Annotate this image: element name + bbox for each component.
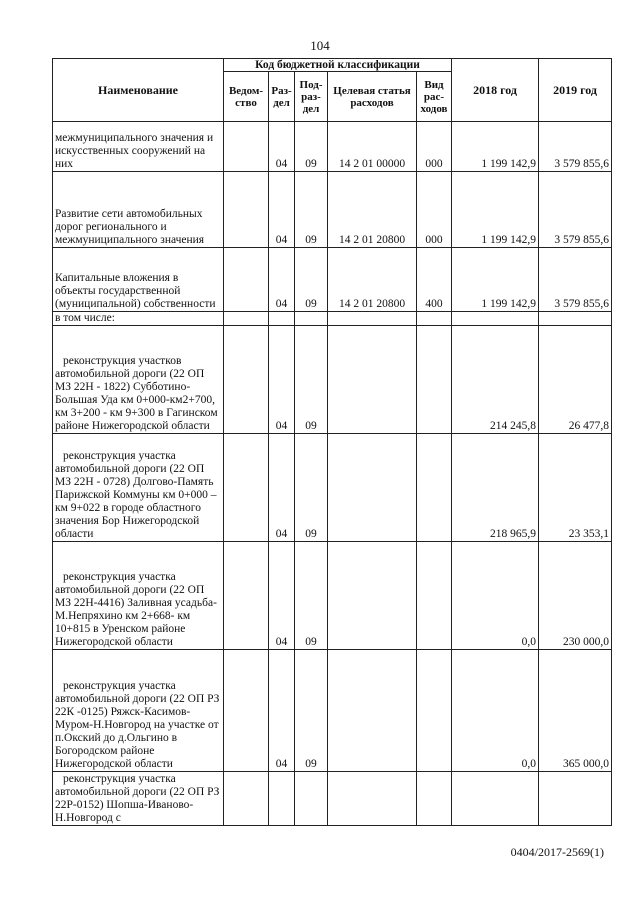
row-name: реконструкция участка автомобильной дороги (22 ОП МЗ 22Н-4416) Заливная усадьба-М.Непряхино км 2+668- км 10+815 в Уренском районе Нижегородской области bbox=[53, 542, 224, 650]
row-razdel: 04 bbox=[269, 542, 295, 650]
table-row bbox=[53, 434, 612, 542]
row-2019: 3 579 855,6 bbox=[539, 248, 612, 312]
row-vid: 000 bbox=[417, 172, 452, 248]
row-podrazdel: 09 bbox=[295, 434, 328, 542]
row-2018: 0,0 bbox=[452, 542, 539, 650]
row-vid: 400 bbox=[417, 248, 452, 312]
row-2019: 26 477,8 bbox=[539, 326, 612, 434]
row-ved bbox=[224, 542, 269, 650]
table-row bbox=[53, 248, 612, 312]
row-podrazdel bbox=[295, 772, 328, 826]
row-name: в том числе: bbox=[53, 312, 224, 326]
row-target: 14 2 01 00000 bbox=[328, 122, 417, 172]
row-name: Капитальные вложения в объекты государственной (муниципальной) собственности bbox=[53, 248, 224, 312]
table-body bbox=[53, 122, 612, 826]
row-podrazdel: 09 bbox=[295, 122, 328, 172]
page-number: 104 bbox=[310, 38, 330, 53]
row-2018: 1 199 142,9 bbox=[452, 122, 539, 172]
row-ved bbox=[224, 172, 269, 248]
row-2018: 218 965,9 bbox=[452, 434, 539, 542]
row-2018: 214 245,8 bbox=[452, 326, 539, 434]
row-name: реконструкция участков автомобильной дороги (22 ОП МЗ 22Н - 1822) Субботино-Большая Уда км 0+000-км2+700, км 3+200 - км 9+300 в Гагинском районе Нижегородской области bbox=[53, 326, 224, 434]
row-vid bbox=[417, 326, 452, 434]
row-2018 bbox=[452, 312, 539, 326]
row-vid bbox=[417, 312, 452, 326]
row-vid bbox=[417, 434, 452, 542]
row-2019: 230 000,0 bbox=[539, 542, 612, 650]
header-vid: Вид рас-ходов bbox=[417, 72, 452, 122]
row-ved bbox=[224, 650, 269, 772]
row-target bbox=[328, 434, 417, 542]
row-target: 14 2 01 20800 bbox=[328, 172, 417, 248]
row-razdel: 04 bbox=[269, 650, 295, 772]
row-vid: 000 bbox=[417, 122, 452, 172]
header-code-group: Код бюджетной классификации bbox=[224, 59, 452, 72]
row-name: реконструкция участка автомобильной дороги (22 ОП РЗ 22Р-0152) Шопша-Иваново-Н.Новгород с bbox=[53, 772, 224, 826]
document-code: 0404/2017-2569(1) bbox=[510, 845, 604, 859]
row-name: реконструкция участка автомобильной дороги (22 ОП РЗ 22К -0125) Ряжск-Касимов-Муром-Н.Новгород на участке от п.Окский до д.Ольгино в Богородском районе Нижегородской области bbox=[53, 650, 224, 772]
row-podrazdel: 09 bbox=[295, 248, 328, 312]
header-2019: 2019 год bbox=[539, 59, 612, 122]
row-podrazdel bbox=[295, 312, 328, 326]
row-2018: 1 199 142,9 bbox=[452, 172, 539, 248]
header-target: Целевая статья расходов bbox=[328, 72, 417, 122]
row-2019: 23 353,1 bbox=[539, 434, 612, 542]
row-2019 bbox=[539, 312, 612, 326]
row-2018: 1 199 142,9 bbox=[452, 248, 539, 312]
row-ved bbox=[224, 326, 269, 434]
row-razdel: 04 bbox=[269, 434, 295, 542]
row-vid bbox=[417, 772, 452, 826]
row-podrazdel: 09 bbox=[295, 542, 328, 650]
row-vid bbox=[417, 542, 452, 650]
table-row bbox=[53, 312, 612, 326]
row-target bbox=[328, 772, 417, 826]
row-vid bbox=[417, 650, 452, 772]
row-target bbox=[328, 542, 417, 650]
header-name: Наименование bbox=[53, 59, 224, 122]
row-name: межмуниципального значения и искусственных сооружений на них bbox=[53, 122, 224, 172]
row-razdel: 04 bbox=[269, 122, 295, 172]
row-name: Развитие сети автомобильных дорог регионального и межмуниципального значения bbox=[53, 172, 224, 248]
header-row-1 bbox=[53, 59, 612, 72]
row-target bbox=[328, 326, 417, 434]
table-row bbox=[53, 122, 612, 172]
table-row bbox=[53, 326, 612, 434]
row-ved bbox=[224, 772, 269, 826]
row-target: 14 2 01 20800 bbox=[328, 248, 417, 312]
table-row bbox=[53, 172, 612, 248]
row-target bbox=[328, 312, 417, 326]
row-podrazdel: 09 bbox=[295, 326, 328, 434]
row-ved bbox=[224, 434, 269, 542]
row-razdel: 04 bbox=[269, 248, 295, 312]
header-podrazdel: Под-раз-дел bbox=[295, 72, 328, 122]
row-2018 bbox=[452, 772, 539, 826]
row-ved bbox=[224, 312, 269, 326]
budget-table bbox=[52, 58, 612, 826]
row-podrazdel: 09 bbox=[295, 172, 328, 248]
row-2019 bbox=[539, 772, 612, 826]
row-razdel: 04 bbox=[269, 326, 295, 434]
row-2019: 3 579 855,6 bbox=[539, 172, 612, 248]
row-ved bbox=[224, 248, 269, 312]
row-2019: 365 000,0 bbox=[539, 650, 612, 772]
row-name: реконструкция участка автомобильной дороги (22 ОП МЗ 22Н - 0728) Долгово-Память Парижской Коммуны км 0+000 – км 9+022 в городе областного значения Бор Нижегородской области bbox=[53, 434, 224, 542]
header-razdel: Раз-дел bbox=[269, 72, 295, 122]
row-razdel: 04 bbox=[269, 172, 295, 248]
header-vedomstvo: Ведом-ство bbox=[224, 72, 269, 122]
table-row bbox=[53, 650, 612, 772]
table-row bbox=[53, 772, 612, 826]
row-target bbox=[328, 650, 417, 772]
row-2018: 0,0 bbox=[452, 650, 539, 772]
row-podrazdel: 09 bbox=[295, 650, 328, 772]
header-2018: 2018 год bbox=[452, 59, 539, 122]
table-row bbox=[53, 542, 612, 650]
row-razdel bbox=[269, 312, 295, 326]
row-2019: 3 579 855,6 bbox=[539, 122, 612, 172]
row-ved bbox=[224, 122, 269, 172]
row-razdel bbox=[269, 772, 295, 826]
